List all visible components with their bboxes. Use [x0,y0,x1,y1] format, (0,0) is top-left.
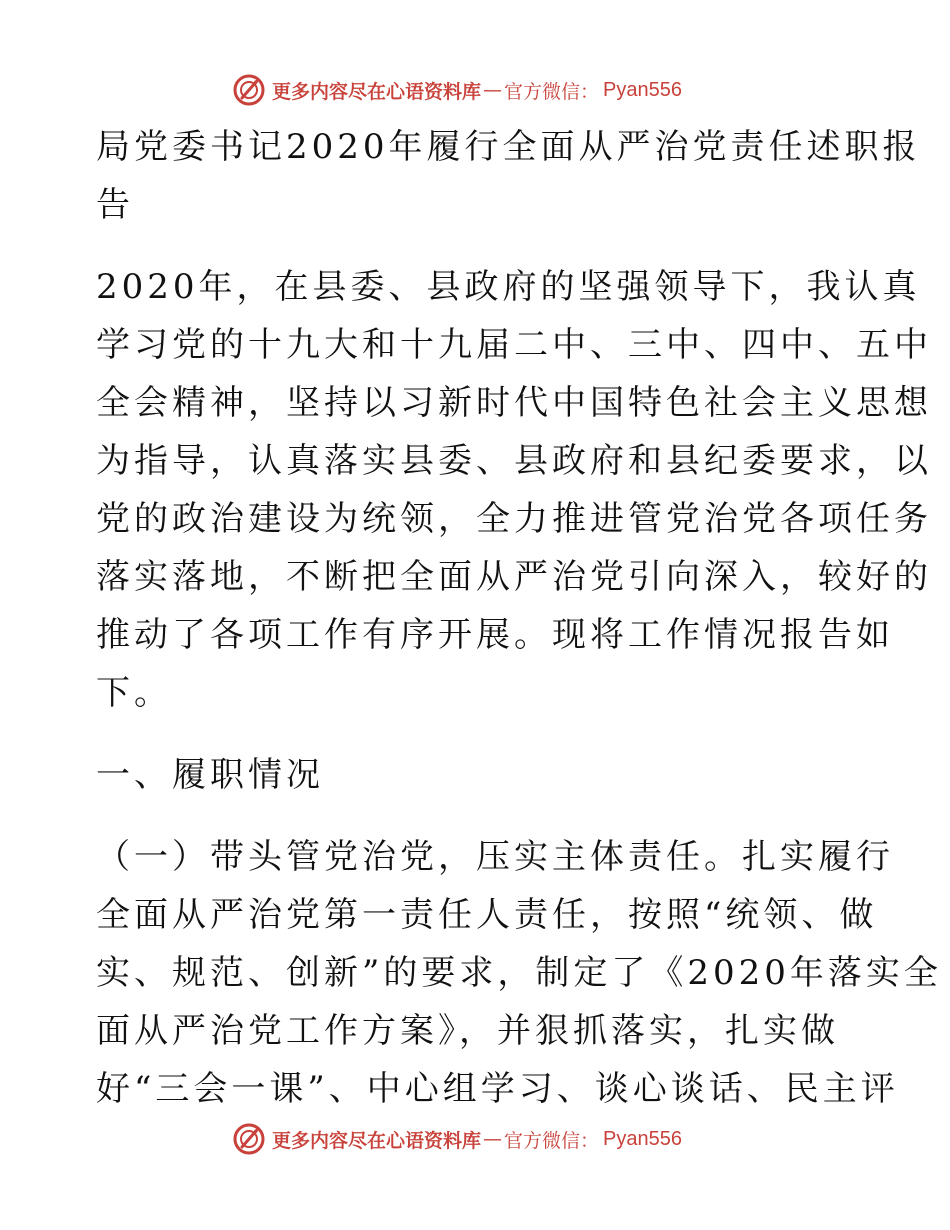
subsection-paragraph [96,828,942,1118]
paragraph-line: 2020年，在县委、县政府的坚强领导下，我认真 [96,267,921,307]
paragraph-line: 党的政治建设为统领，全力推进管党治党各项任务 [96,499,932,539]
paragraph-line: 好“三会一课”、中心组学习、谈心谈话、民主评 [96,1069,899,1109]
document-body [96,118,942,1118]
paragraph-line: 落实落地，不断把全面从严治党引向深入，较好的 [96,557,932,597]
paragraph-line: 全会精神，坚持以习新时代中国特色社会主义思想 [96,383,932,423]
section-heading: 一、履职情况 [96,755,324,795]
stamp-logo-icon [232,73,266,107]
stamp-logo-icon [232,1122,266,1156]
paragraph-line: 实、规范、创新”的要求，制定了《2020年落实全 [96,953,942,993]
watermark-main-text: 更多内容尽在心语资料库 [272,80,482,103]
paragraph-line: （一）带头管党治党，压实主体责任。扎实履行 [96,837,894,877]
paragraph-line: 面从严治党工作方案》，并狠抓落实，扎实做 [96,1011,839,1051]
watermark-colon: ： [580,80,600,103]
title-line: 局党委书记2020年履行全面从严治党责任述职报 [96,127,921,167]
watermark-official-label: 官方微信 [504,80,581,103]
paragraph-line: 推动了各项工作有序开展。现将工作情况报告如 [96,615,894,655]
paragraph-line: 学习党的十九大和十九届二中、三中、四中、五中 [96,325,932,365]
intro-paragraph [96,258,932,722]
watermark-colon: ： [580,1129,600,1152]
title-line: 告 [96,185,134,225]
watermark-official-label: 官方微信 [504,1129,581,1152]
watermark-header [232,72,682,108]
watermark-wechat-id: Pyan556 [603,1127,683,1150]
paragraph-line: 下。 [96,673,172,713]
watermark-footer [232,1121,682,1157]
paragraph-line: 全面从严治党第一责任人责任，按照“统领、做 [96,895,878,935]
document-title [96,118,921,234]
paragraph-line: 为指导，认真落实县委、县政府和县纪委要求，以 [96,441,932,481]
watermark-wechat-id: Pyan556 [603,78,683,101]
watermark-main-text: 更多内容尽在心语资料库 [272,1129,482,1152]
watermark-dash: — [483,1128,503,1150]
watermark-dash: — [483,79,503,101]
